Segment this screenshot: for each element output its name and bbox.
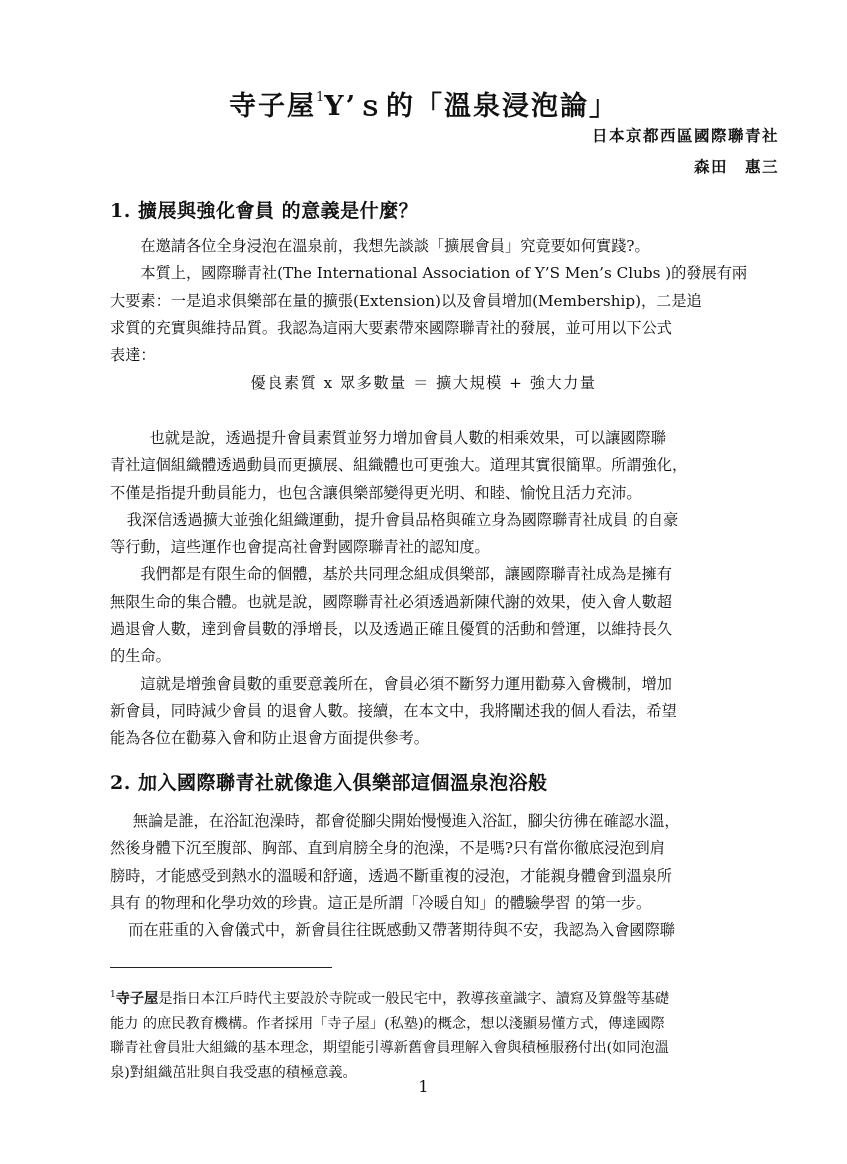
text-line: 能為各位在勸募入會和防止退會方面提供參考。: [110, 729, 429, 748]
text-line: 等行動，這些運作也會提高社會對國際聯青社的認知度。: [110, 538, 490, 557]
footnote-marker: 1: [110, 990, 116, 1000]
document-title: [0, 78, 847, 127]
formula: 優良素質 x 眾多數量 ＝ 擴大規模 + 強大力量: [250, 374, 597, 392]
text-line: 新會員，同時減少會員 的退會人數。接續，在本文中，我將闡述我的個人看法，希望: [110, 701, 677, 720]
footnote-reference[interactable]: 1: [316, 90, 325, 105]
section2-heading: 2. 加入國際聯青社就像進入俱樂部這個溫泉泡浴般: [110, 772, 548, 794]
text-line: 表達：: [110, 346, 156, 365]
author-name: 森田 惠三: [693, 157, 779, 176]
text-line: 這就是增強會員數的重要意義所在，會員必須不斷努力運用勸募入會機制，增加: [140, 674, 672, 693]
page-number: 1: [418, 1077, 429, 1096]
section1-paragraph3: [110, 425, 782, 507]
section2-paragraph1: [110, 808, 782, 917]
section1-body-bottom: [110, 425, 782, 753]
section2-paragraph2: [110, 917, 782, 944]
section1-paragraph4: [110, 507, 782, 562]
footnote-term: 寺子屋: [115, 991, 159, 1007]
text-line: 也就是說，透過提升會員素質並努力增加會員人數的相乘效果，可以讓國際聯: [149, 429, 666, 447]
text-line: 具有 的物理和化學功效的珍貴。這正是所謂「冷暖自知」的體驗學習 的第一步。: [110, 893, 652, 912]
text-line: 大要素：一是追求俱樂部在量的擴張(Extension)以及會員增加(Membership)，二是追: [110, 291, 702, 310]
text-line: 無限生命的集合體。也就是說，國際聯青社必須透過新陳代謝的效果，使入會人數超: [110, 592, 672, 611]
text-line: 在邀請各位全身浸泡在溫泉前，我想先談談「擴展會員」究竟要如何實踐?。: [140, 237, 650, 255]
text-line: 我們都是有限生命的個體，基於共同理念組成俱樂部，讓國際聯青社成為是擁有: [140, 565, 672, 584]
footnote-separator: [110, 967, 332, 968]
section1-body-top: [110, 233, 782, 369]
text-line: 過退會人數，達到會員數的淨增長，以及透過正確且優質的活動和營運，以維持長久: [110, 620, 672, 639]
text-line: 膀時，才能感受到熱水的溫暖和舒適，透過不斷重複的浸泡，才能親身體會到溫泉所: [110, 866, 672, 885]
text-line: 的生命。: [110, 647, 171, 666]
text-line: 我深信透過擴大並強化組織運動，提升會員品格與確立身為國際聯青社成員 的自豪: [126, 510, 679, 529]
footnote: [110, 983, 782, 1085]
text-line: 求質的充實與維持品質。我認為這兩大要素帶來國際聯青社的發展，並可用以下公式: [110, 318, 672, 337]
footnote-line: [110, 983, 782, 1012]
text-line: 無論是誰，在浴缸泡澡時，都會從腳尖開始慢慢進入浴缸，腳尖彷彿在確認水溫，: [132, 812, 680, 830]
organization-name: 日本京都西區國際聯青社: [591, 126, 779, 145]
section1-paragraph5: [110, 561, 782, 670]
section1-paragraph2: [110, 260, 782, 369]
text-line: 然後身體下沉至腹部、胸部、直到肩膀全身的泡澡，不是嗎?只有當你徹底浸泡到肩: [110, 839, 665, 858]
text-line: 青社這個組織體透過動員而更擴展、組織體也可更強大。道理其實很簡單。所謂強化，: [110, 456, 688, 475]
text-line: 本質上，國際聯青社(The International Association of Y’S Men’s Clubs )的發展有兩: [140, 264, 748, 283]
text-line: 而在莊重的入會儀式中，新會員往往既感動又帶著期待與不安，我認為入會國際聯: [128, 921, 675, 940]
text-line: 不僅是指提升動員能力，也包含讓俱樂部變得更光明、和睦、愉悅且活力充沛。: [110, 483, 642, 502]
title-part1: 寺子屋: [229, 91, 317, 122]
footnote-line: 泉)對組織茁壯與自我受惠的積極意義。: [110, 1064, 357, 1081]
section1-heading: 1. 擴展與強化會員 的意義是什麼？: [110, 200, 419, 222]
section2-body: [110, 808, 782, 944]
section1-paragraph1: [110, 233, 782, 260]
footnote-line: 能力 的庶民教育機構。作者採用「寺子屋」(私塾)的概念，想以淺顯易懂方式，傳達國際: [110, 1015, 665, 1032]
section1-paragraph6: [110, 671, 782, 753]
title-part2: Y’ｓ的「溫泉浸泡論」: [324, 91, 618, 122]
footnote-line: 聯青社會員壯大組織的基本理念，期望能引導新舊會員理解入會與積極服務付出(如同泡溫: [110, 1040, 669, 1056]
footnote-text: 是指日本江戶時代主要設於寺院或一般民宅中，教導孩童識字、讀寫及算盤等基礎: [158, 991, 670, 1007]
